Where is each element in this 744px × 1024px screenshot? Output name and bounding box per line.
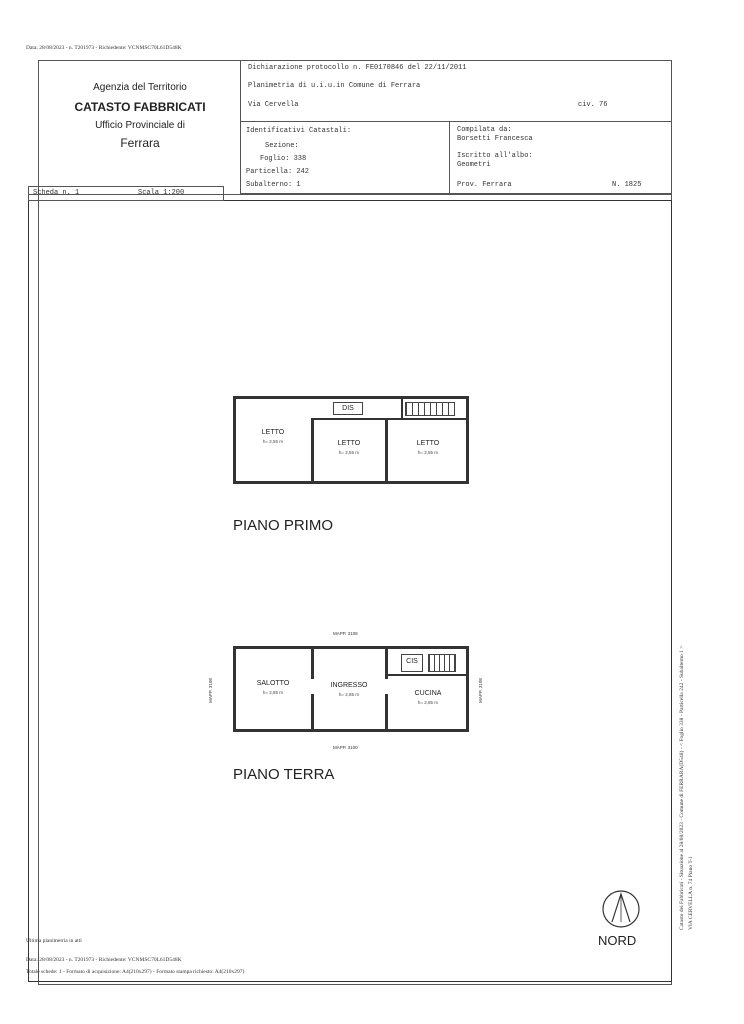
footer-request-info: Data: 28/08/2023 - n. T201973 - Richiedente: VCNMSC70L61D548K (26, 957, 182, 963)
compiled-by-label: Compilata da: (457, 126, 512, 134)
room-letto1-label: LETTO (261, 429, 285, 436)
floor-plan-ground (233, 646, 469, 732)
north-arrow-icon (600, 888, 642, 930)
room-cucina-label: CUCINA (414, 690, 442, 697)
ground-floor-title: PIANO TERRA (233, 766, 335, 783)
side-cadastral-info: Catasto dei Fabbricati - Situazione al 28/08/2023 - Comune di FERRARA(D548) - < Foglio 338 - Particella 242 - Subalterno 1 > (679, 645, 685, 930)
province-label: Prov. Ferrara (457, 181, 512, 189)
room-cis-label: CIS (406, 658, 418, 665)
floor-plan-first (233, 396, 469, 484)
map-left-label: MAPP. 3108 (207, 678, 213, 703)
particella-label: Particella: 242 (246, 168, 310, 176)
office-city: Ferrara (120, 136, 160, 150)
plan-frame (28, 200, 672, 982)
side-address-info: VIA CERVELLA n. 74 Piano T-1 (688, 856, 694, 930)
registry-number: N. 1825 (612, 181, 642, 189)
room-letto3-label: LETTO (416, 440, 440, 447)
room-letto1-height: h= 2,55 m (262, 439, 284, 444)
agency-block (40, 62, 240, 182)
compiler-name: Borsetti Francesca (457, 135, 533, 143)
foglio-label: Foglio: 338 (260, 155, 307, 163)
protocol-declaration: Dichiarazione protocollo n. FE0170846 del 22/11/2011 (248, 64, 467, 72)
subalterno-label: Subalterno: 1 (246, 181, 301, 189)
room-ingresso-height: h= 2,85 m (338, 692, 360, 697)
registered-label: Iscritto all'albo: (457, 152, 533, 160)
registry-name: Geometri (457, 161, 491, 169)
last-plan-note: Ultima planimetria in atti (26, 938, 82, 944)
map-bottom-label: MAPP. 3100 (333, 745, 358, 750)
room-salotto-label: SALOTTO (256, 680, 290, 687)
top-request-info: Data: 28/08/2023 - n. T201973 - Richiedente: VCNMSC70L61D548K (26, 45, 182, 51)
room-letto2-label: LETTO (337, 440, 361, 447)
footer-format-info: Totale schede: 1 - Formato di acquisizione: A4(210x297) - Formato stampa richiesto: A4(210x297) (26, 969, 245, 975)
planimetria-comune: Planimetria di u.i.u.in Comune di Ferrara (248, 82, 421, 90)
room-ingresso-label: INGRESSO (330, 682, 368, 689)
agency-name: Agenzia del Territorio (93, 82, 187, 93)
room-letto3-height: h= 2,55 m (417, 450, 439, 455)
room-salotto-height: h= 2,85 m (262, 690, 284, 695)
office-name: Ufficio Provinciale di (95, 120, 185, 131)
room-cucina-height: h= 2,85 m (417, 700, 439, 705)
north-label: NORD (598, 933, 637, 948)
first-floor-title: PIANO PRIMO (233, 517, 334, 534)
room-dis-label: DIS (342, 405, 354, 412)
street-address: Via Cervella (248, 101, 299, 109)
scheda-number: Scheda n. 1 (33, 189, 80, 197)
map-right-label: MAPP. 3108 (477, 678, 483, 703)
scale-label: Scala 1:200 (138, 189, 185, 197)
sezione-label: Sezione: (265, 142, 299, 150)
staircase (405, 402, 455, 416)
room-letto2-height: h= 2,55 m (338, 450, 360, 455)
identifiers-title: Identificativi Catastali: (246, 127, 352, 135)
civic-number: civ. 76 (578, 101, 608, 109)
map-top-label: MAPP. 3108 (333, 631, 358, 636)
catasto-title: CATASTO FABBRICATI (74, 100, 206, 114)
